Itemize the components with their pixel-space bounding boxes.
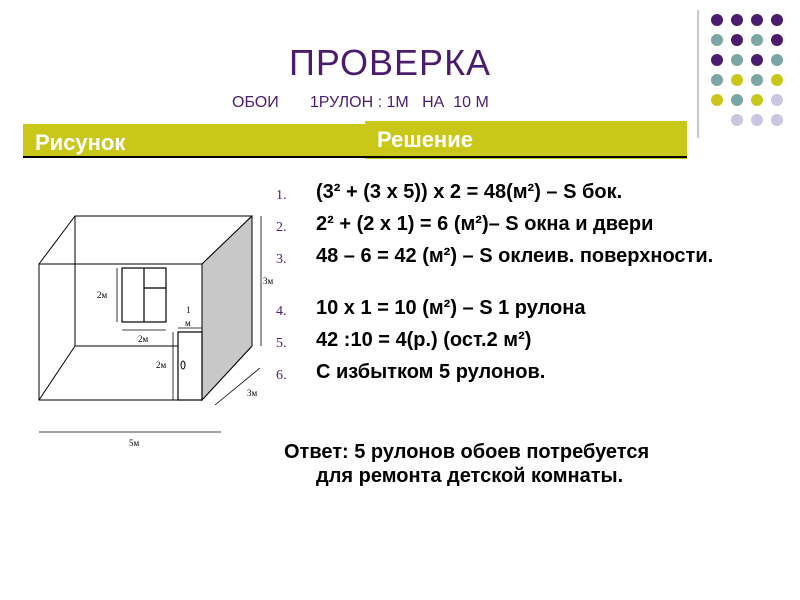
step-text: 42 :10 = 4(р.) (ост.2 м²) <box>316 329 532 351</box>
step-number: 2. <box>276 220 287 235</box>
step-item <box>276 296 796 320</box>
door-width-label-bottom: м <box>185 318 191 328</box>
window-width-label: 2м <box>138 334 149 344</box>
step-item <box>276 180 796 204</box>
step-item <box>276 244 796 268</box>
header-underline <box>23 156 687 158</box>
window-shape <box>122 268 166 322</box>
right-wall-shading <box>202 216 252 400</box>
room-height-label: 3м <box>263 276 274 286</box>
step-text: 48 – 6 = 42 (м²) – S оклеив. поверхности. <box>316 245 714 267</box>
step-number: 5. <box>276 336 287 351</box>
door-shape <box>178 332 202 400</box>
step-number: 4. <box>276 304 287 319</box>
answer-line-2: для ремонта детской комнаты. <box>316 465 624 487</box>
step-number: 6. <box>276 368 287 383</box>
answer-line-1: Ответ: 5 рулонов обоев потребуется <box>284 441 650 463</box>
answer-block <box>284 440 794 488</box>
dot-grid <box>711 14 783 126</box>
figure-header-band <box>23 124 365 156</box>
spacer <box>276 268 796 296</box>
solution-header-band <box>365 121 687 159</box>
solution-header: Решение <box>377 127 473 152</box>
step-item <box>276 212 796 236</box>
page-title: ПРОВЕРКА <box>288 42 492 83</box>
window-height-label: 2м <box>97 290 108 300</box>
step-text: 2² + (2 х 1) = 6 (м²)– S окна и двери <box>316 213 654 235</box>
solution-steps <box>276 180 796 384</box>
step-text: С избытком 5 рулонов. <box>316 361 546 383</box>
step-item <box>276 328 796 352</box>
step-number: 3. <box>276 252 287 267</box>
step-text: (3² + (3 х 5)) х 2 = 48(м²) – S бок. <box>316 181 623 203</box>
step-number: 1. <box>276 188 287 203</box>
door-width-label-top: 1 <box>186 305 191 315</box>
step-item <box>276 360 796 384</box>
page-subtitle: ОБОИ 1РУЛОН : 1М НА 10 М <box>232 94 489 111</box>
room-diagram <box>25 200 285 460</box>
step-text: 10 х 1 = 10 (м²) – S 1 рулона <box>316 297 586 319</box>
room-depth-label: 3м <box>247 388 258 398</box>
figure-header: Рисунок <box>35 130 126 155</box>
door-height-label: 2м <box>156 360 167 370</box>
divider-line <box>697 10 699 138</box>
room-length-label: 5м <box>129 438 140 448</box>
